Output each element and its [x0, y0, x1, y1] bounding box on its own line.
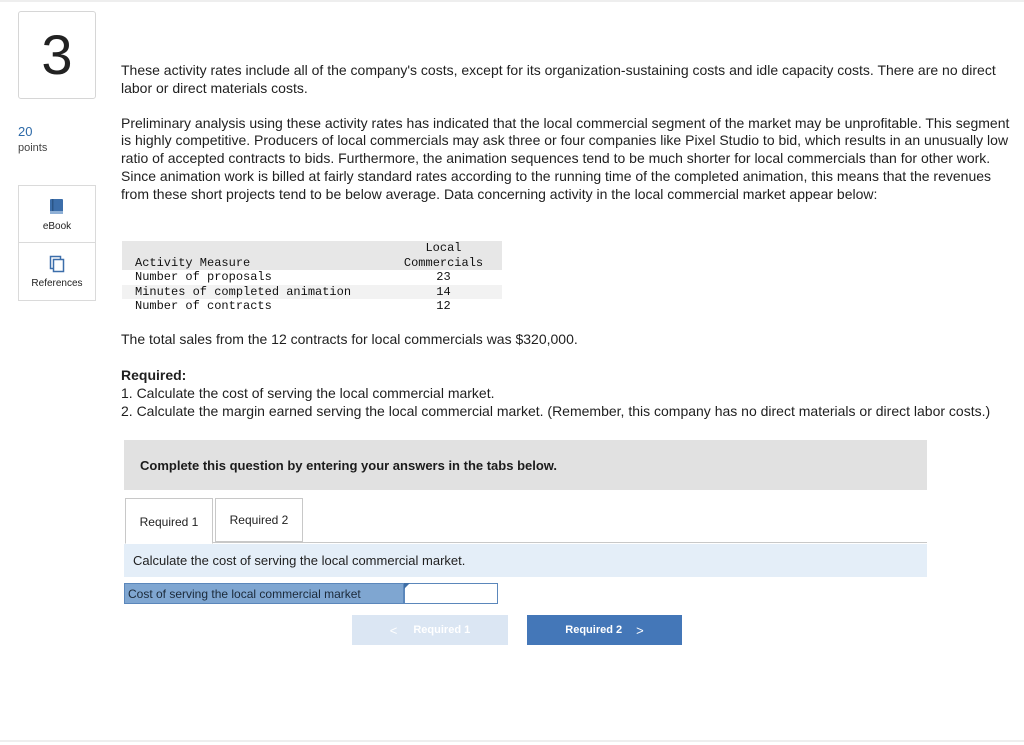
required-section: [121, 367, 1001, 420]
instructions-banner: [124, 440, 927, 490]
bottom-divider: [0, 740, 1024, 742]
required-item-1: 1. Calculate the cost of serving the local commercial market.: [121, 384, 495, 401]
required-item-2: 2. Calculate the margin earned serving the local commercial market. (Remember, this company has no direct materials or direct labor costs.): [121, 402, 991, 419]
table-row: [122, 299, 502, 314]
activity-measure-cell: Number of proposals: [135, 270, 272, 284]
activity-table: [122, 241, 502, 314]
answer-input-wrapper: [404, 583, 498, 604]
points-block: [18, 124, 88, 154]
ebook-label: eBook: [42, 220, 72, 232]
intro-paragraph-2: Preliminary analysis using these activity rates has indicated that the local commercial segment of the market may be unprofitable. This segment is highly competitive. Producers of local commercials may ask three or four companies like Pixel Studio to bid, which results in an unusually low ratio of accepted contracts to bids. Furthermore, the animation sequences tend to be much shorter for local commercials than for other work. Since animation work is billed at fairly standard rates according to the running time of the completed animation, this means that the revenues from these short projects tend to be below average. Data concerning activity in the local commercial market appear below:: [121, 114, 1010, 202]
column-header-activity-measure: Activity Measure: [135, 255, 251, 270]
activity-measure-cell: Number of contracts: [135, 299, 272, 313]
required-heading: Required:: [121, 367, 187, 383]
table-row: [122, 285, 502, 300]
question-number-text: 3: [41, 23, 73, 86]
table-header-row-2: [122, 256, 502, 271]
resource-sidebar: [18, 185, 96, 301]
answer-label: Cost of serving the local commercial market: [124, 583, 404, 604]
tab-required-1[interactable]: Required 1: [125, 498, 213, 544]
column-header-local: Local: [425, 241, 462, 255]
chevron-right-icon: >: [636, 622, 644, 638]
points-value: 20: [18, 124, 33, 139]
cost-of-serving-input[interactable]: [404, 583, 498, 604]
prev-button-label: Required 1: [413, 624, 471, 636]
activity-measure-cell: Minutes of completed animation: [135, 284, 352, 299]
ebook-button[interactable]: [19, 186, 95, 242]
tab-bar: [125, 498, 305, 544]
question-number: [18, 11, 96, 99]
intro-paragraph-1: These activity rates include all of the company's costs, except for its organization-sustaining costs and idle capacity costs. There are no direct labor or direct materials costs.: [121, 62, 996, 96]
activity-value-cell: 23: [436, 270, 451, 284]
column-header-commercials: Commercials: [403, 255, 484, 270]
question-text: [121, 62, 1013, 204]
references-label: References: [31, 277, 83, 289]
table-row: [122, 270, 502, 285]
activity-value-cell: 12: [436, 299, 451, 313]
next-button-label: Required 2: [565, 624, 623, 636]
points-label: points: [18, 142, 48, 154]
tab-instruction-text: Calculate the cost of serving the local commercial market.: [133, 553, 466, 568]
banner-text: Complete this question by entering your answers in the tabs below.: [140, 457, 558, 473]
answer-row: [124, 583, 498, 604]
total-sales-text: The total sales from the 12 contracts for local commercials was $320,000.: [121, 331, 578, 347]
tab-required-2[interactable]: Required 2: [215, 498, 303, 542]
chevron-left-icon: <: [389, 622, 398, 638]
next-required-button[interactable]: [527, 615, 682, 645]
references-button[interactable]: [19, 242, 95, 299]
previous-required-button[interactable]: [352, 615, 508, 645]
tab-instruction: [124, 544, 927, 577]
references-icon: [49, 254, 65, 274]
top-divider: [0, 0, 1024, 2]
table-header-row-1: [122, 241, 502, 256]
activity-value-cell: 14: [436, 284, 451, 299]
input-flag-icon: [404, 583, 410, 589]
ebook-icon: [49, 197, 65, 217]
